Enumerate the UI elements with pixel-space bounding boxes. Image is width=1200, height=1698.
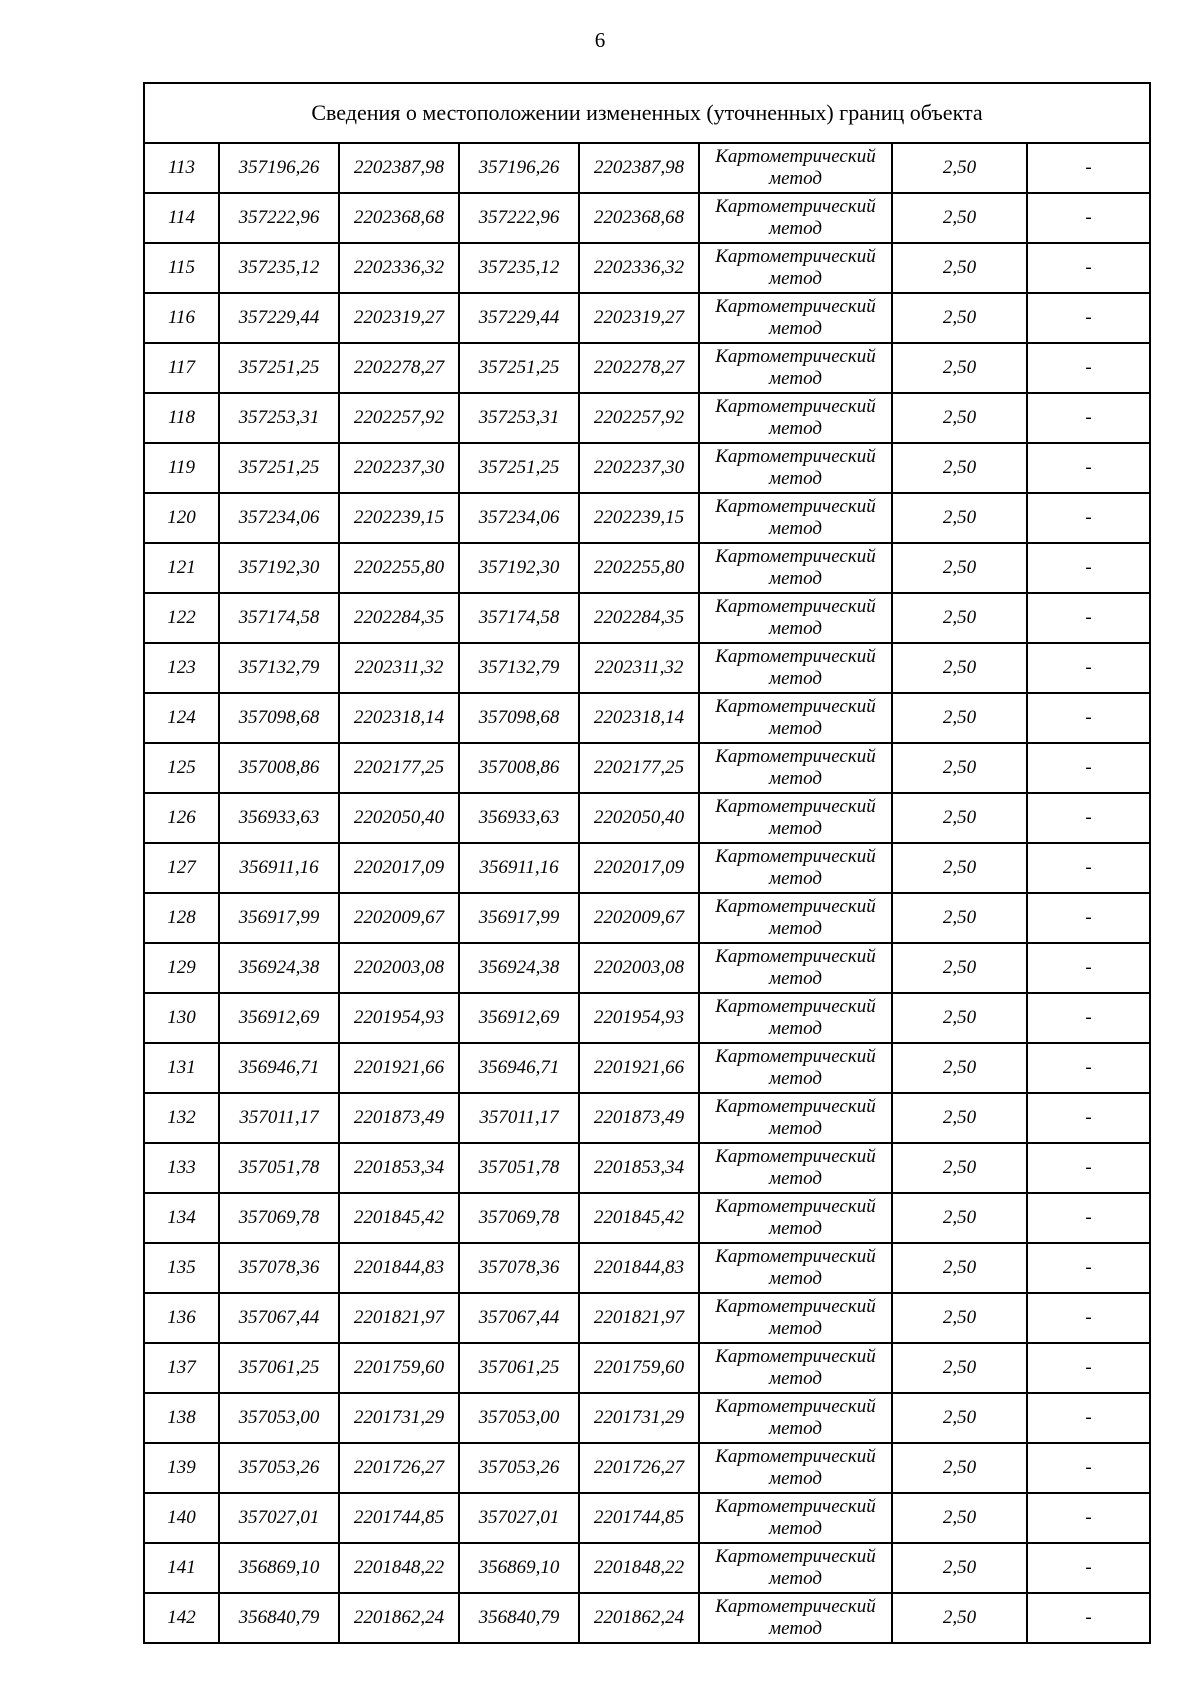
y-existing-cell: 2201873,49 xyxy=(339,1093,459,1143)
accuracy-cell: 2,50 xyxy=(892,1543,1027,1593)
point-number-cell: 115 xyxy=(144,243,219,293)
note-cell: - xyxy=(1027,893,1150,943)
accuracy-cell: 2,50 xyxy=(892,1243,1027,1293)
x-existing-cell: 357053,26 xyxy=(219,1443,339,1493)
point-number-cell: 113 xyxy=(144,143,219,193)
boundary-coordinates-table xyxy=(143,82,1151,1644)
y-new-cell: 2201759,60 xyxy=(579,1343,699,1393)
y-new-cell: 2201921,66 xyxy=(579,1043,699,1093)
accuracy-cell: 2,50 xyxy=(892,693,1027,743)
x-existing-cell: 356917,99 xyxy=(219,893,339,943)
y-new-cell: 2202017,09 xyxy=(579,843,699,893)
y-existing-cell: 2201862,24 xyxy=(339,1593,459,1643)
table-row xyxy=(144,293,1150,343)
point-number-cell: 135 xyxy=(144,1243,219,1293)
x-new-cell: 357251,25 xyxy=(459,443,579,493)
accuracy-cell: 2,50 xyxy=(892,1043,1027,1093)
table-row xyxy=(144,1443,1150,1493)
note-cell: - xyxy=(1027,293,1150,343)
point-number-cell: 138 xyxy=(144,1393,219,1443)
page-number: 6 xyxy=(594,28,606,52)
y-new-cell: 2201848,22 xyxy=(579,1543,699,1593)
accuracy-cell: 2,50 xyxy=(892,893,1027,943)
method-cell: Картометрический метод xyxy=(699,143,892,193)
table-row xyxy=(144,393,1150,443)
point-number-cell: 126 xyxy=(144,793,219,843)
y-new-cell: 2202387,98 xyxy=(579,143,699,193)
y-existing-cell: 2202257,92 xyxy=(339,393,459,443)
method-cell: Картометрический метод xyxy=(699,1093,892,1143)
y-existing-cell: 2202255,80 xyxy=(339,543,459,593)
x-existing-cell: 357196,26 xyxy=(219,143,339,193)
point-number-cell: 132 xyxy=(144,1093,219,1143)
x-existing-cell: 357069,78 xyxy=(219,1193,339,1243)
y-existing-cell: 2201848,22 xyxy=(339,1543,459,1593)
note-cell: - xyxy=(1027,1093,1150,1143)
x-new-cell: 357251,25 xyxy=(459,343,579,393)
y-new-cell: 2202237,30 xyxy=(579,443,699,493)
y-existing-cell: 2202336,32 xyxy=(339,243,459,293)
method-cell: Картометрический метод xyxy=(699,643,892,693)
x-new-cell: 356911,16 xyxy=(459,843,579,893)
note-cell: - xyxy=(1027,1143,1150,1193)
accuracy-cell: 2,50 xyxy=(892,393,1027,443)
y-existing-cell: 2202278,27 xyxy=(339,343,459,393)
table-row xyxy=(144,1243,1150,1293)
point-number-cell: 131 xyxy=(144,1043,219,1093)
note-cell: - xyxy=(1027,143,1150,193)
y-new-cell: 2201731,29 xyxy=(579,1393,699,1443)
point-number-cell: 121 xyxy=(144,543,219,593)
x-existing-cell: 357229,44 xyxy=(219,293,339,343)
table-row xyxy=(144,543,1150,593)
x-existing-cell: 357061,25 xyxy=(219,1343,339,1393)
x-existing-cell: 356912,69 xyxy=(219,993,339,1043)
note-cell: - xyxy=(1027,843,1150,893)
x-existing-cell: 357011,17 xyxy=(219,1093,339,1143)
y-existing-cell: 2202284,35 xyxy=(339,593,459,643)
y-new-cell: 2202319,27 xyxy=(579,293,699,343)
method-cell: Картометрический метод xyxy=(699,493,892,543)
table-row xyxy=(144,493,1150,543)
y-new-cell: 2202311,32 xyxy=(579,643,699,693)
x-new-cell: 356933,63 xyxy=(459,793,579,843)
method-cell: Картометрический метод xyxy=(699,1543,892,1593)
accuracy-cell: 2,50 xyxy=(892,1143,1027,1193)
accuracy-cell: 2,50 xyxy=(892,293,1027,343)
y-existing-cell: 2202387,98 xyxy=(339,143,459,193)
table-row xyxy=(144,993,1150,1043)
note-cell: - xyxy=(1027,1493,1150,1543)
point-number-cell: 129 xyxy=(144,943,219,993)
x-existing-cell: 357251,25 xyxy=(219,343,339,393)
point-number-cell: 130 xyxy=(144,993,219,1043)
accuracy-cell: 2,50 xyxy=(892,1193,1027,1243)
x-new-cell: 357192,30 xyxy=(459,543,579,593)
accuracy-cell: 2,50 xyxy=(892,1343,1027,1393)
method-cell: Картометрический метод xyxy=(699,1393,892,1443)
point-number-cell: 122 xyxy=(144,593,219,643)
x-existing-cell: 356924,38 xyxy=(219,943,339,993)
method-cell: Картометрический метод xyxy=(699,593,892,643)
y-existing-cell: 2201759,60 xyxy=(339,1343,459,1393)
note-cell: - xyxy=(1027,943,1150,993)
point-number-cell: 140 xyxy=(144,1493,219,1543)
x-existing-cell: 357174,58 xyxy=(219,593,339,643)
accuracy-cell: 2,50 xyxy=(892,643,1027,693)
x-new-cell: 357069,78 xyxy=(459,1193,579,1243)
y-new-cell: 2201862,24 xyxy=(579,1593,699,1643)
point-number-cell: 141 xyxy=(144,1543,219,1593)
y-existing-cell: 2202319,27 xyxy=(339,293,459,343)
accuracy-cell: 2,50 xyxy=(892,793,1027,843)
table-row xyxy=(144,793,1150,843)
point-number-cell: 142 xyxy=(144,1593,219,1643)
accuracy-cell: 2,50 xyxy=(892,1443,1027,1493)
x-new-cell: 357222,96 xyxy=(459,193,579,243)
table-row xyxy=(144,1343,1150,1393)
y-existing-cell: 2202017,09 xyxy=(339,843,459,893)
table-row xyxy=(144,1193,1150,1243)
table-row xyxy=(144,843,1150,893)
accuracy-cell: 2,50 xyxy=(892,993,1027,1043)
accuracy-cell: 2,50 xyxy=(892,493,1027,543)
table-row xyxy=(144,1593,1150,1643)
x-existing-cell: 357008,86 xyxy=(219,743,339,793)
y-existing-cell: 2201921,66 xyxy=(339,1043,459,1093)
accuracy-cell: 2,50 xyxy=(892,743,1027,793)
point-number-cell: 118 xyxy=(144,393,219,443)
y-new-cell: 2201873,49 xyxy=(579,1093,699,1143)
method-cell: Картометрический метод xyxy=(699,1043,892,1093)
accuracy-cell: 2,50 xyxy=(892,543,1027,593)
table-row xyxy=(144,1493,1150,1543)
method-cell: Картометрический метод xyxy=(699,193,892,243)
y-new-cell: 2201726,27 xyxy=(579,1443,699,1493)
y-existing-cell: 2202239,15 xyxy=(339,493,459,543)
y-new-cell: 2201845,42 xyxy=(579,1193,699,1243)
x-new-cell: 357234,06 xyxy=(459,493,579,543)
y-existing-cell: 2202177,25 xyxy=(339,743,459,793)
x-new-cell: 357098,68 xyxy=(459,693,579,743)
x-new-cell: 357027,01 xyxy=(459,1493,579,1543)
x-new-cell: 356917,99 xyxy=(459,893,579,943)
x-existing-cell: 356946,71 xyxy=(219,1043,339,1093)
y-existing-cell: 2201821,97 xyxy=(339,1293,459,1343)
note-cell: - xyxy=(1027,1543,1150,1593)
point-number-cell: 134 xyxy=(144,1193,219,1243)
y-new-cell: 2202278,27 xyxy=(579,343,699,393)
note-cell: - xyxy=(1027,1193,1150,1243)
point-number-cell: 114 xyxy=(144,193,219,243)
table-row xyxy=(144,343,1150,393)
y-new-cell: 2202336,32 xyxy=(579,243,699,293)
note-cell: - xyxy=(1027,793,1150,843)
x-new-cell: 356946,71 xyxy=(459,1043,579,1093)
table-row xyxy=(144,1043,1150,1093)
note-cell: - xyxy=(1027,693,1150,743)
y-existing-cell: 2202003,08 xyxy=(339,943,459,993)
note-cell: - xyxy=(1027,1293,1150,1343)
x-existing-cell: 357235,12 xyxy=(219,243,339,293)
y-new-cell: 2201954,93 xyxy=(579,993,699,1043)
note-cell: - xyxy=(1027,193,1150,243)
accuracy-cell: 2,50 xyxy=(892,443,1027,493)
table-row xyxy=(144,743,1150,793)
y-new-cell: 2202009,67 xyxy=(579,893,699,943)
table-row xyxy=(144,243,1150,293)
method-cell: Картометрический метод xyxy=(699,743,892,793)
x-new-cell: 357235,12 xyxy=(459,243,579,293)
method-cell: Картометрический метод xyxy=(699,1493,892,1543)
note-cell: - xyxy=(1027,543,1150,593)
table-row xyxy=(144,593,1150,643)
accuracy-cell: 2,50 xyxy=(892,1293,1027,1343)
table-row xyxy=(144,1393,1150,1443)
note-cell: - xyxy=(1027,643,1150,693)
note-cell: - xyxy=(1027,1443,1150,1493)
x-new-cell: 357053,00 xyxy=(459,1393,579,1443)
accuracy-cell: 2,50 xyxy=(892,593,1027,643)
accuracy-cell: 2,50 xyxy=(892,143,1027,193)
point-number-cell: 128 xyxy=(144,893,219,943)
table-row xyxy=(144,193,1150,243)
y-new-cell: 2201853,34 xyxy=(579,1143,699,1193)
method-cell: Картометрический метод xyxy=(699,293,892,343)
y-new-cell: 2201744,85 xyxy=(579,1493,699,1543)
y-new-cell: 2201844,83 xyxy=(579,1243,699,1293)
method-cell: Картометрический метод xyxy=(699,793,892,843)
x-existing-cell: 357222,96 xyxy=(219,193,339,243)
y-new-cell: 2202003,08 xyxy=(579,943,699,993)
method-cell: Картометрический метод xyxy=(699,243,892,293)
method-cell: Картометрический метод xyxy=(699,1243,892,1293)
point-number-cell: 127 xyxy=(144,843,219,893)
x-existing-cell: 357132,79 xyxy=(219,643,339,693)
y-existing-cell: 2202237,30 xyxy=(339,443,459,493)
y-existing-cell: 2201853,34 xyxy=(339,1143,459,1193)
x-existing-cell: 357253,31 xyxy=(219,393,339,443)
y-new-cell: 2202239,15 xyxy=(579,493,699,543)
point-number-cell: 137 xyxy=(144,1343,219,1393)
accuracy-cell: 2,50 xyxy=(892,343,1027,393)
table-row xyxy=(144,1293,1150,1343)
note-cell: - xyxy=(1027,1393,1150,1443)
method-cell: Картометрический метод xyxy=(699,693,892,743)
x-new-cell: 357253,31 xyxy=(459,393,579,443)
table-row xyxy=(144,1093,1150,1143)
accuracy-cell: 2,50 xyxy=(892,943,1027,993)
table-row xyxy=(144,943,1150,993)
x-new-cell: 357067,44 xyxy=(459,1293,579,1343)
point-number-cell: 139 xyxy=(144,1443,219,1493)
table-row xyxy=(144,443,1150,493)
point-number-cell: 120 xyxy=(144,493,219,543)
x-existing-cell: 357234,06 xyxy=(219,493,339,543)
x-new-cell: 356924,38 xyxy=(459,943,579,993)
x-existing-cell: 357051,78 xyxy=(219,1143,339,1193)
accuracy-cell: 2,50 xyxy=(892,1493,1027,1543)
y-new-cell: 2202318,14 xyxy=(579,693,699,743)
accuracy-cell: 2,50 xyxy=(892,1593,1027,1643)
point-number-cell: 136 xyxy=(144,1293,219,1343)
method-cell: Картометрический метод xyxy=(699,1193,892,1243)
method-cell: Картометрический метод xyxy=(699,443,892,493)
y-existing-cell: 2202318,14 xyxy=(339,693,459,743)
x-existing-cell: 356840,79 xyxy=(219,1593,339,1643)
note-cell: - xyxy=(1027,243,1150,293)
point-number-cell: 125 xyxy=(144,743,219,793)
x-new-cell: 357229,44 xyxy=(459,293,579,343)
method-cell: Картометрический метод xyxy=(699,1343,892,1393)
table-row xyxy=(144,643,1150,693)
method-cell: Картометрический метод xyxy=(699,893,892,943)
x-existing-cell: 356933,63 xyxy=(219,793,339,843)
note-cell: - xyxy=(1027,743,1150,793)
x-new-cell: 357174,58 xyxy=(459,593,579,643)
y-new-cell: 2202368,68 xyxy=(579,193,699,243)
y-existing-cell: 2201845,42 xyxy=(339,1193,459,1243)
x-new-cell: 357196,26 xyxy=(459,143,579,193)
x-new-cell: 356869,10 xyxy=(459,1543,579,1593)
note-cell: - xyxy=(1027,493,1150,543)
y-existing-cell: 2202311,32 xyxy=(339,643,459,693)
note-cell: - xyxy=(1027,343,1150,393)
x-new-cell: 356840,79 xyxy=(459,1593,579,1643)
note-cell: - xyxy=(1027,443,1150,493)
y-existing-cell: 2201731,29 xyxy=(339,1393,459,1443)
method-cell: Картометрический метод xyxy=(699,1293,892,1343)
note-cell: - xyxy=(1027,1243,1150,1293)
point-number-cell: 133 xyxy=(144,1143,219,1193)
x-new-cell: 357053,26 xyxy=(459,1443,579,1493)
y-new-cell: 2202257,92 xyxy=(579,393,699,443)
table-row xyxy=(144,143,1150,193)
method-cell: Картометрический метод xyxy=(699,343,892,393)
method-cell: Картометрический метод xyxy=(699,1593,892,1643)
x-existing-cell: 357067,44 xyxy=(219,1293,339,1343)
note-cell: - xyxy=(1027,393,1150,443)
x-existing-cell: 357027,01 xyxy=(219,1493,339,1543)
accuracy-cell: 2,50 xyxy=(892,1393,1027,1443)
table-row xyxy=(144,693,1150,743)
accuracy-cell: 2,50 xyxy=(892,843,1027,893)
x-new-cell: 356912,69 xyxy=(459,993,579,1043)
accuracy-cell: 2,50 xyxy=(892,193,1027,243)
method-cell: Картометрический метод xyxy=(699,543,892,593)
point-number-cell: 116 xyxy=(144,293,219,343)
table-row xyxy=(144,1543,1150,1593)
table-row xyxy=(144,893,1150,943)
point-number-cell: 117 xyxy=(144,343,219,393)
y-new-cell: 2202284,35 xyxy=(579,593,699,643)
y-new-cell: 2201821,97 xyxy=(579,1293,699,1343)
table-row xyxy=(144,1143,1150,1193)
x-existing-cell: 356911,16 xyxy=(219,843,339,893)
x-existing-cell: 357098,68 xyxy=(219,693,339,743)
method-cell: Картометрический метод xyxy=(699,1443,892,1493)
x-new-cell: 357132,79 xyxy=(459,643,579,693)
note-cell: - xyxy=(1027,1593,1150,1643)
method-cell: Картометрический метод xyxy=(699,943,892,993)
x-existing-cell: 357078,36 xyxy=(219,1243,339,1293)
y-existing-cell: 2201744,85 xyxy=(339,1493,459,1543)
method-cell: Картометрический метод xyxy=(699,993,892,1043)
x-new-cell: 357008,86 xyxy=(459,743,579,793)
x-existing-cell: 357251,25 xyxy=(219,443,339,493)
y-existing-cell: 2202009,67 xyxy=(339,893,459,943)
x-existing-cell: 357192,30 xyxy=(219,543,339,593)
y-new-cell: 2202177,25 xyxy=(579,743,699,793)
x-new-cell: 357061,25 xyxy=(459,1343,579,1393)
x-new-cell: 357011,17 xyxy=(459,1093,579,1143)
note-cell: - xyxy=(1027,1343,1150,1393)
y-existing-cell: 2201844,83 xyxy=(339,1243,459,1293)
note-cell: - xyxy=(1027,1043,1150,1093)
y-existing-cell: 2202050,40 xyxy=(339,793,459,843)
accuracy-cell: 2,50 xyxy=(892,1093,1027,1143)
note-cell: - xyxy=(1027,993,1150,1043)
point-number-cell: 123 xyxy=(144,643,219,693)
y-existing-cell: 2202368,68 xyxy=(339,193,459,243)
method-cell: Картометрический метод xyxy=(699,393,892,443)
method-cell: Картометрический метод xyxy=(699,1143,892,1193)
point-number-cell: 119 xyxy=(144,443,219,493)
point-number-cell: 124 xyxy=(144,693,219,743)
table-body xyxy=(144,143,1150,1643)
x-new-cell: 357078,36 xyxy=(459,1243,579,1293)
y-existing-cell: 2201954,93 xyxy=(339,993,459,1043)
x-new-cell: 357051,78 xyxy=(459,1143,579,1193)
y-new-cell: 2202050,40 xyxy=(579,793,699,843)
x-existing-cell: 357053,00 xyxy=(219,1393,339,1443)
accuracy-cell: 2,50 xyxy=(892,243,1027,293)
table-caption: Сведения о местоположении измененных (уточненных) границ объекта xyxy=(144,83,1150,143)
y-new-cell: 2202255,80 xyxy=(579,543,699,593)
x-existing-cell: 356869,10 xyxy=(219,1543,339,1593)
y-existing-cell: 2201726,27 xyxy=(339,1443,459,1493)
note-cell: - xyxy=(1027,593,1150,643)
method-cell: Картометрический метод xyxy=(699,843,892,893)
